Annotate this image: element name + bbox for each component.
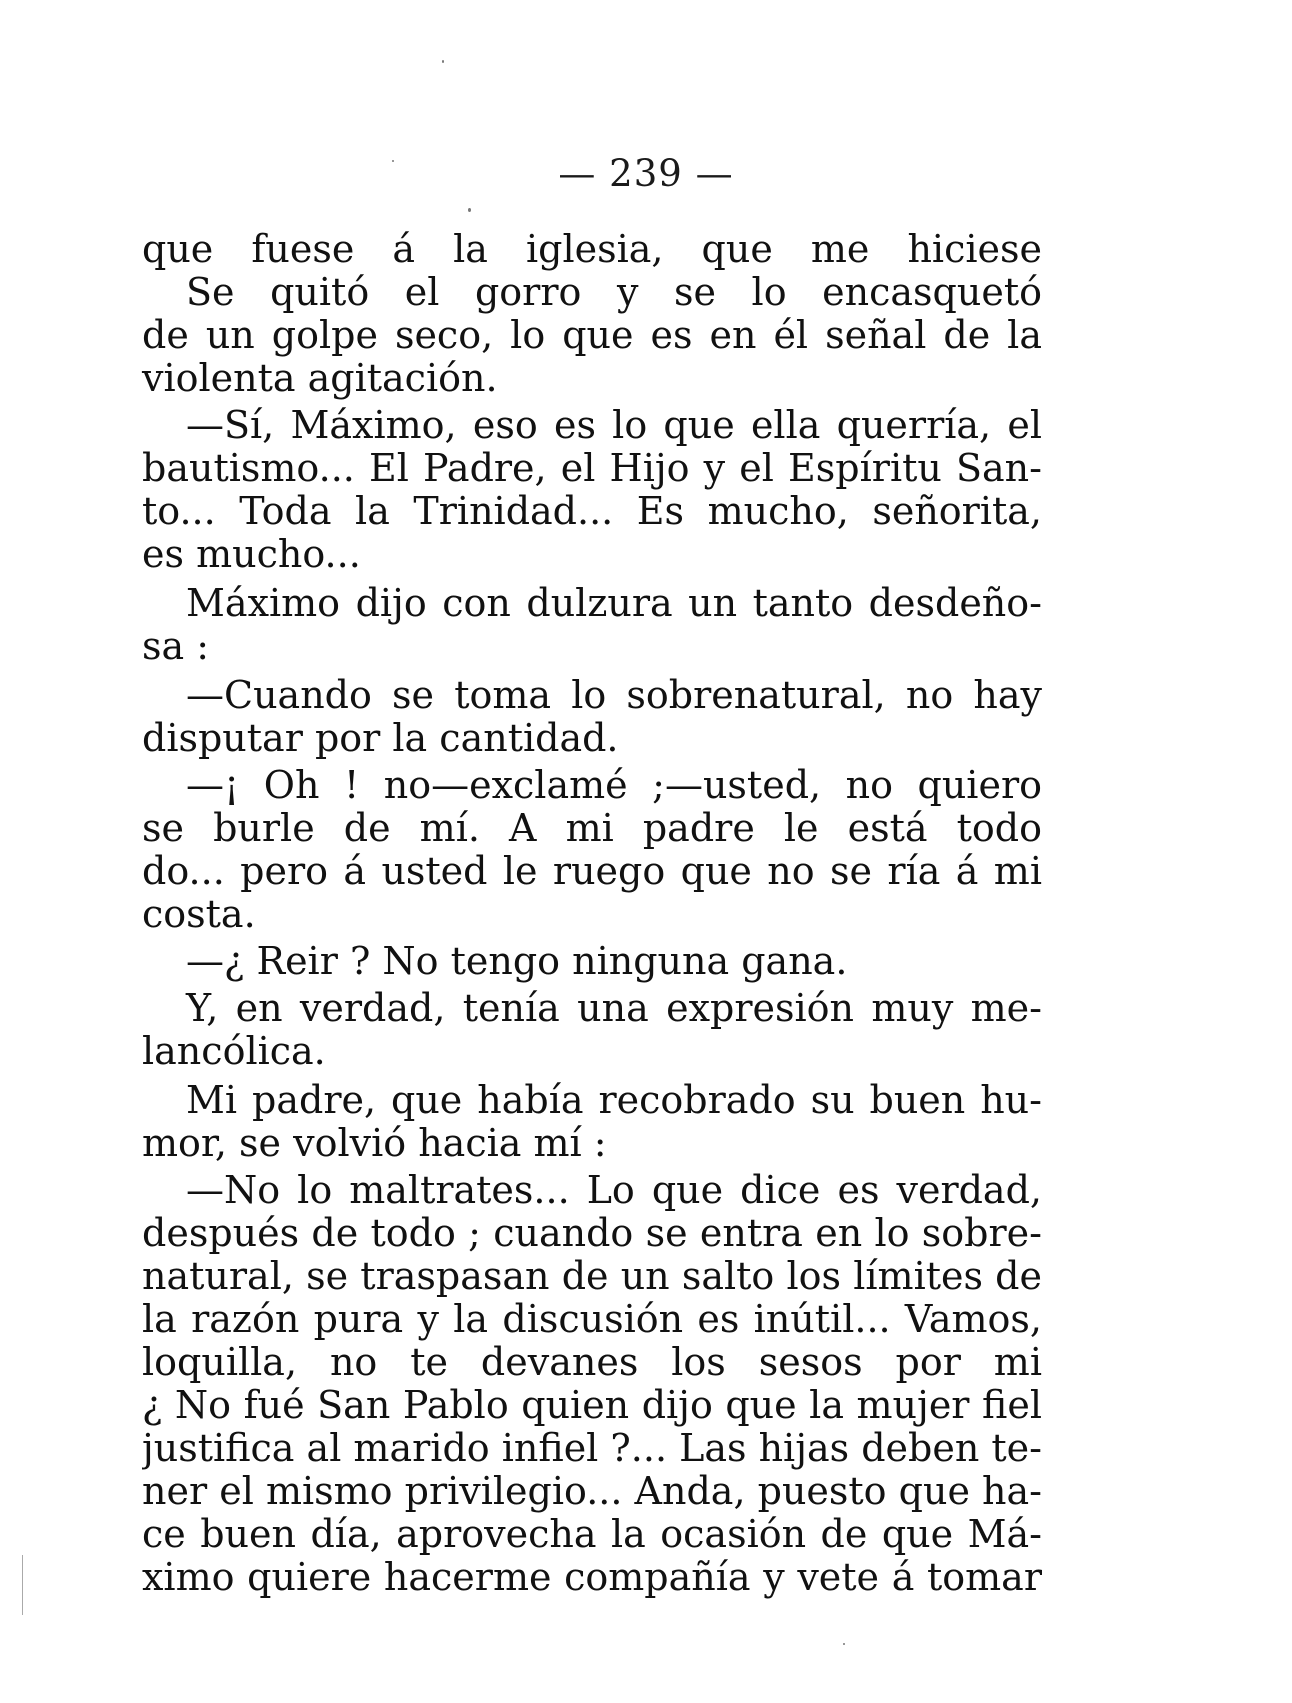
text-line: bautismo... El Padre, el Hijo y el Espíritu San- bbox=[142, 447, 1042, 490]
text-line: violenta agitación. bbox=[142, 356, 498, 400]
text-line: ximo quiere hacerme compañía y vete á tomar bbox=[142, 1556, 1042, 1599]
text-line: to... Toda la Trinidad... Es mucho, señorita, bbox=[142, 490, 1042, 533]
scan-speck bbox=[442, 60, 444, 63]
text-line: después de todo ; cuando se entra en lo sobre- bbox=[142, 1212, 1042, 1255]
text-line: Y, en verdad, tenía una expresión muy me- bbox=[186, 987, 1042, 1030]
text-line: justifica al marido infiel ?... Las hijas deben te- bbox=[142, 1427, 1042, 1470]
text-line: Máximo dijo con dulzura un tanto desdeño- bbox=[186, 582, 1042, 625]
text-line: sa : bbox=[142, 624, 210, 668]
text-line: Se quitó el gorro y se lo encasquetó bbox=[186, 271, 1042, 314]
text-line: —Cuando se toma lo sobrenatural, no hay bbox=[186, 674, 1042, 717]
text-line: do... pero á usted le ruego que no se ría á mi bbox=[142, 850, 1042, 893]
text-line: Mi padre, que había recobrado su buen hu- bbox=[186, 1079, 1042, 1122]
text-line: disputar por la cantidad. bbox=[142, 716, 619, 760]
text-line: es mucho... bbox=[142, 532, 361, 576]
text-line: lancólica. bbox=[142, 1029, 326, 1073]
page-number-header: — 239 — bbox=[558, 152, 734, 195]
text-line: ce buen día, aprovecha la ocasión de que Má- bbox=[142, 1513, 1042, 1556]
text-line: loquilla, no te devanes los sesos por mi bbox=[142, 1341, 1042, 1384]
scan-speck bbox=[843, 1643, 845, 1645]
text-line: —Sí, Máximo, eso es lo que ella querría, el bbox=[186, 404, 1042, 447]
text-line: ner el mismo privilegio... Anda, puesto que ha- bbox=[142, 1470, 1042, 1513]
text-line: ¿ No fué San Pablo quien dijo que la mujer fiel bbox=[142, 1384, 1042, 1427]
text-line: mor, se volvió hacia mí : bbox=[142, 1121, 607, 1165]
text-line: —¡ Oh ! no—exclamé ;—usted, no quiero bbox=[186, 764, 1042, 807]
text-line: —No lo maltrates... Lo que dice es verdad, bbox=[186, 1169, 1042, 1212]
text-line: de un golpe seco, lo que es en él señal de la bbox=[142, 314, 1042, 357]
scan-margin-mark bbox=[22, 1555, 23, 1615]
scan-speck bbox=[468, 208, 471, 212]
body-text bbox=[142, 228, 1042, 1599]
text-line: natural, se traspasan de un salto los límites de bbox=[142, 1255, 1042, 1298]
text-line: la razón pura y la discusión es inútil... Vamos, bbox=[142, 1298, 1042, 1341]
text-line: costa. bbox=[142, 892, 256, 936]
text-line: que fuese á la iglesia, que me hiciese bbox=[142, 228, 1042, 271]
text-line: se burle de mí. A mi padre le está todo bbox=[142, 807, 1042, 850]
text-line: —¿ Reir ? No tengo ninguna gana. bbox=[186, 939, 848, 983]
